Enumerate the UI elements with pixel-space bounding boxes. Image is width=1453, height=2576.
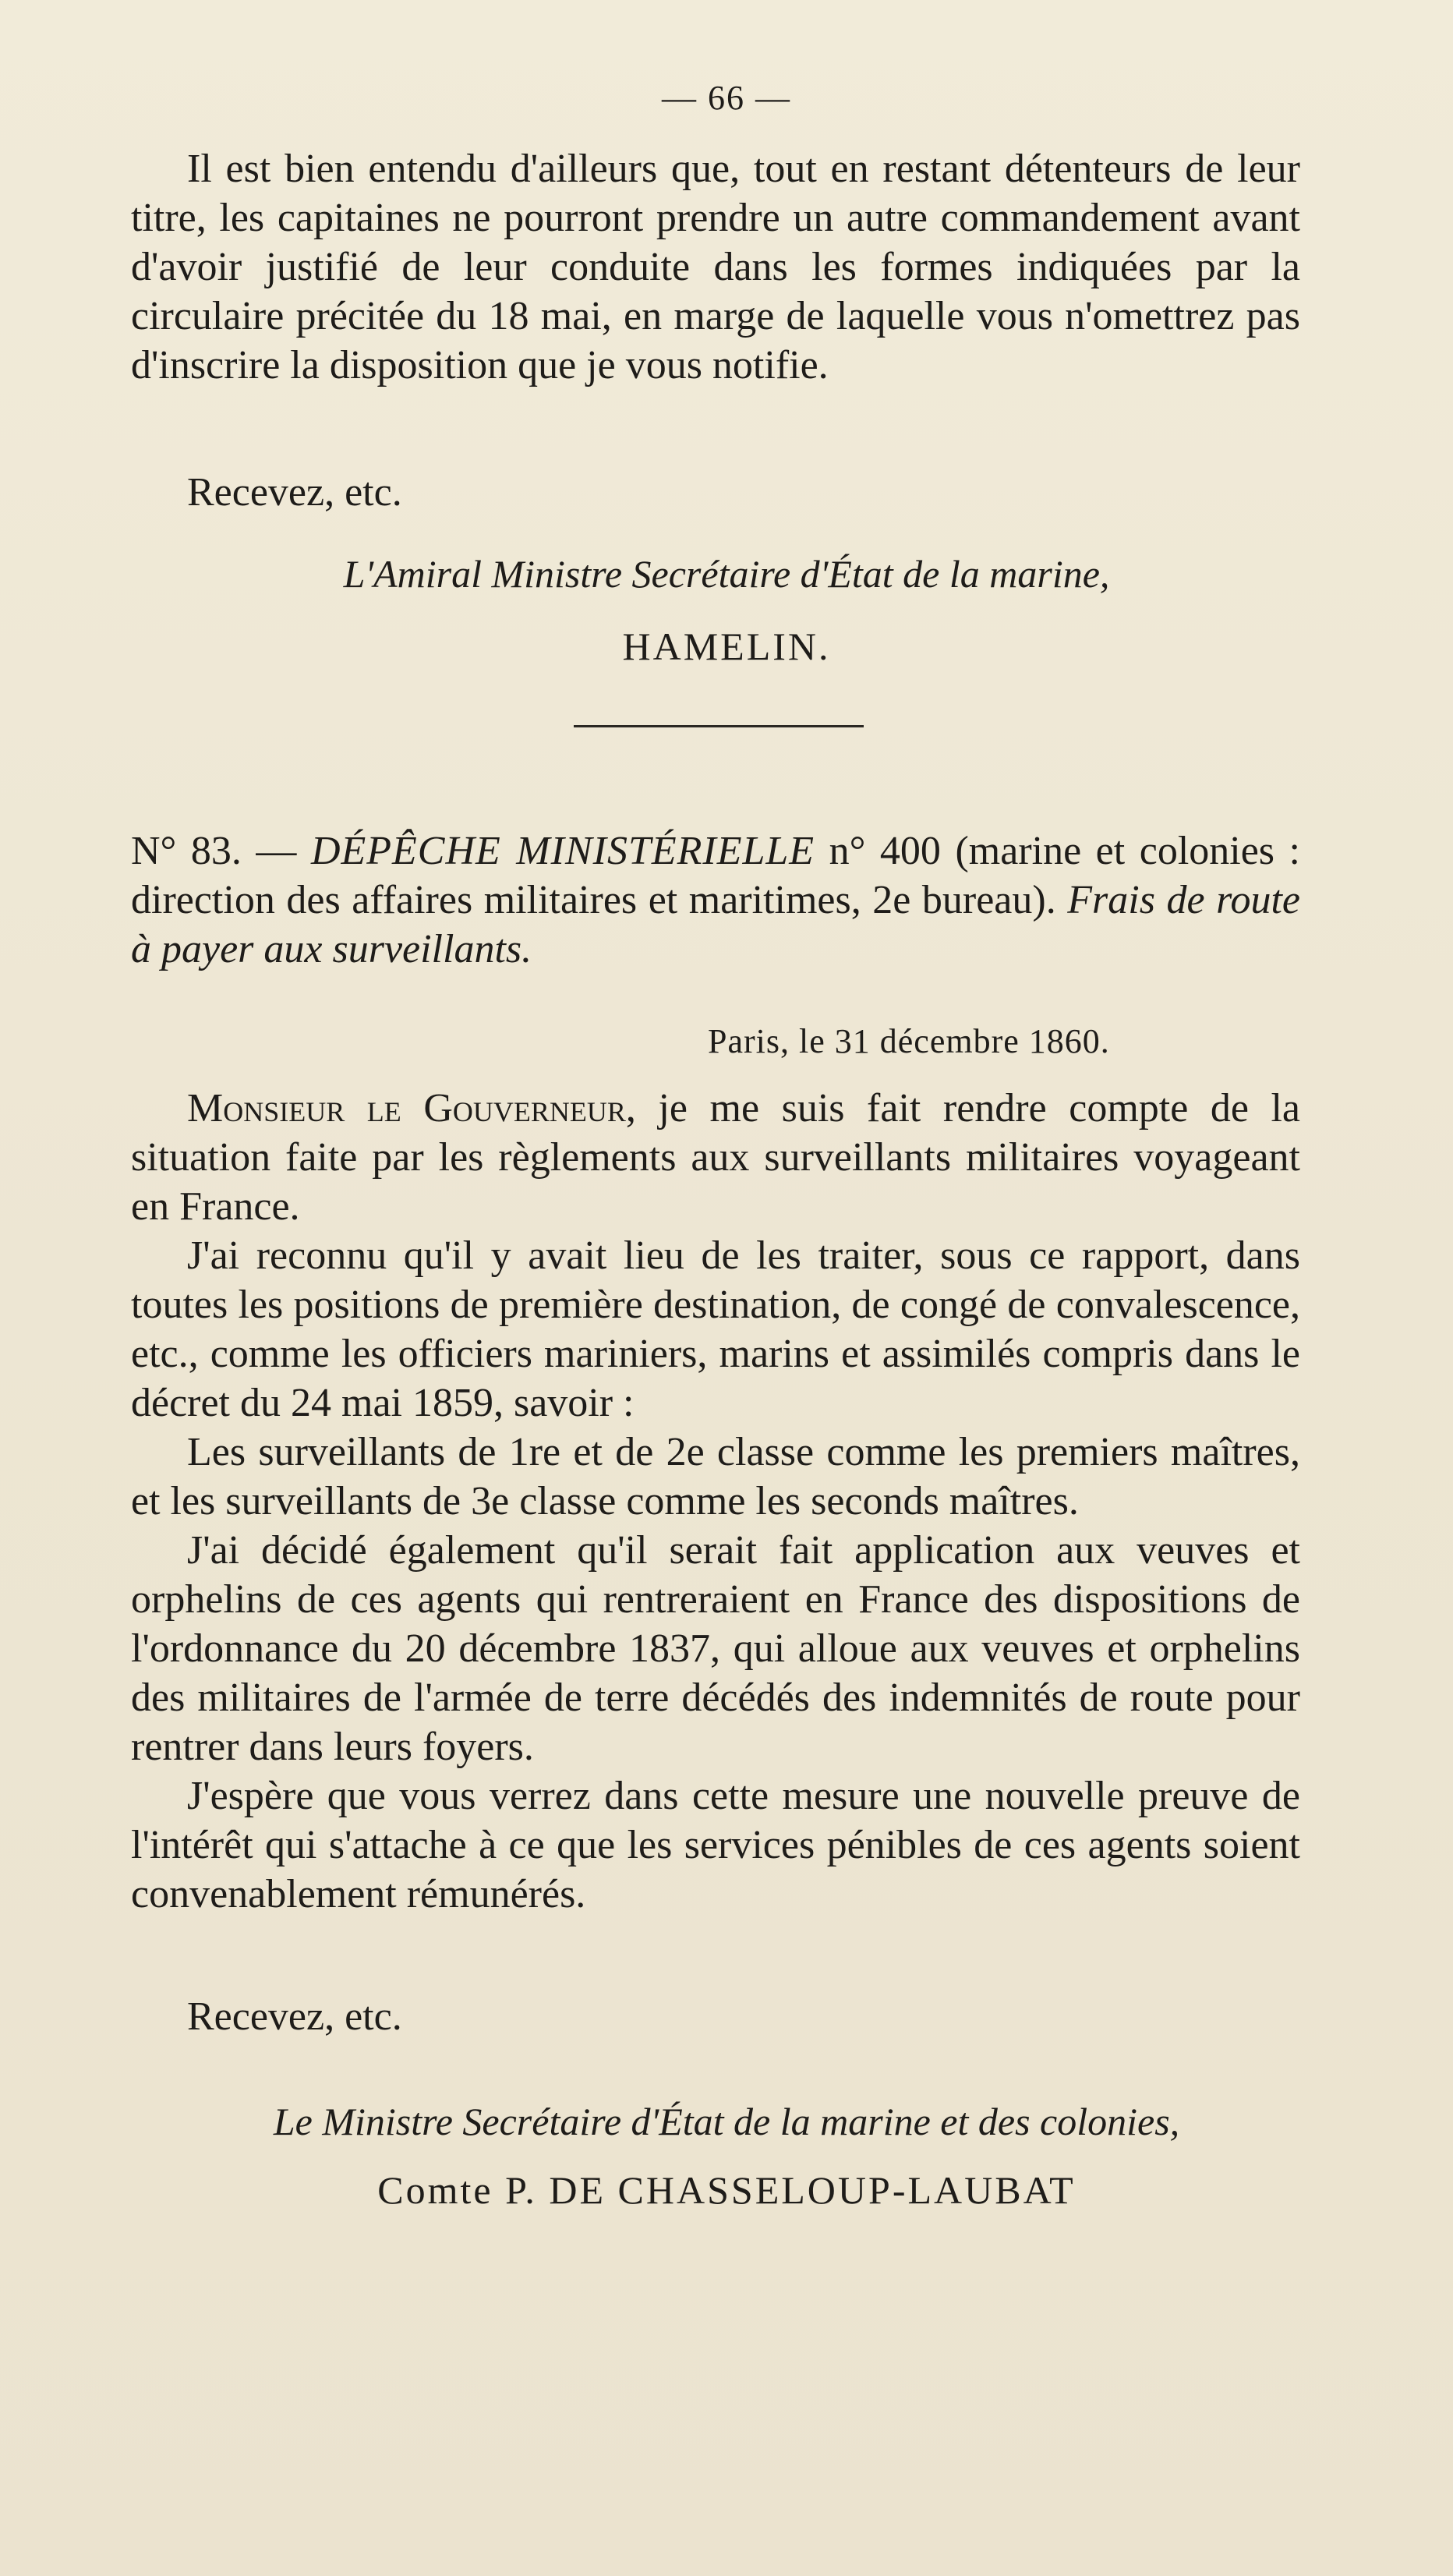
dispatch-subject: Frais de route à payer aux surveillants. bbox=[131, 878, 1300, 971]
continuation-paragraph: Il est bien entendu d'ailleurs que, tout en restant détenteurs de leur titre, les capitaines ne pourront prendre un autre commandement avant d'avoir justifié de leur conduite dans les formes indiquées par la circulaire précitée du 18 mai, en marge de laquelle vous n'omettrez pas d'inscrire la disposition que je vous notifie. bbox=[131, 147, 1300, 387]
dispatch-number: N° 83. — bbox=[131, 829, 297, 873]
dispatch-paragraph-4: J'ai décidé également qu'il serait fait application aux veuves et orphelins de ces agents qui rentreraient en France des dispositions de l'ordonnance du 20 décembre 1837, qui alloue aux veuves et orphelins des militaires de l'armée de terre décédés des indemnités de route pour rentrer dans leurs foyers. bbox=[131, 1528, 1300, 1769]
dispatch-ref: n° 400 bbox=[829, 829, 941, 873]
dispatch-closing: Recevez, etc. bbox=[187, 1994, 402, 2039]
section-divider bbox=[574, 725, 864, 727]
dispatch-ref-detail: (marine et colonies : direction des affaires militaires et maritimes, 2e bureau). bbox=[131, 829, 1301, 922]
dispatch-signature-name: Comte P. DE CHASSELOUP-LAUBAT bbox=[377, 2168, 1076, 2212]
dispatch-paragraph-2: J'ai reconnu qu'il y avait lieu de les traiter, sous ce rapport, dans toutes les positions de première destination, de congé de convalescence, etc., comme les officiers mariniers, marins et assimilés compris dans le décret du 24 mai 1859, savoir : bbox=[131, 1233, 1300, 1425]
dispatch-paragraph-1-text: je me suis fait rendre compte de la situation faite par les règlements aux surveillants militaires voyageant en France. bbox=[131, 1086, 1300, 1229]
dispatch-body bbox=[131, 1084, 1300, 1919]
dispatch-signature-title: Le Ministre Secrétaire d'État de la marine et des colonies, bbox=[273, 2100, 1180, 2143]
page-number: — 66 — bbox=[662, 79, 791, 117]
dispatch-title: DÉPÊCHE MINISTÉRIELLE bbox=[310, 829, 815, 873]
first-closing: Recevez, etc. bbox=[187, 470, 402, 515]
dispatch-paragraph-5: J'espère que vous verrez dans cette mesure une nouvelle preuve de l'intérêt qui s'attache à ce que les services pénibles de ces agents soient convenablement rémunérés. bbox=[131, 1774, 1300, 1916]
dispatch-paragraph-1 bbox=[131, 1084, 1300, 1231]
dateline: Paris, le 31 décembre 1860. bbox=[708, 1022, 1110, 1060]
dispatch-heading bbox=[131, 826, 1300, 974]
first-signature-title: L'Amiral Ministre Secrétaire d'État de la marine, bbox=[343, 552, 1110, 596]
first-signature-name: HAMELIN. bbox=[622, 625, 831, 668]
salutation: Monsieur le Gouverneur, bbox=[187, 1086, 636, 1131]
continuation-paragraph-block bbox=[131, 144, 1300, 390]
dispatch-paragraph-3: Les surveillants de 1re et de 2e classe comme les premiers maîtres, et les surveillants de 3e classe comme les seconds maîtres. bbox=[131, 1430, 1300, 1523]
